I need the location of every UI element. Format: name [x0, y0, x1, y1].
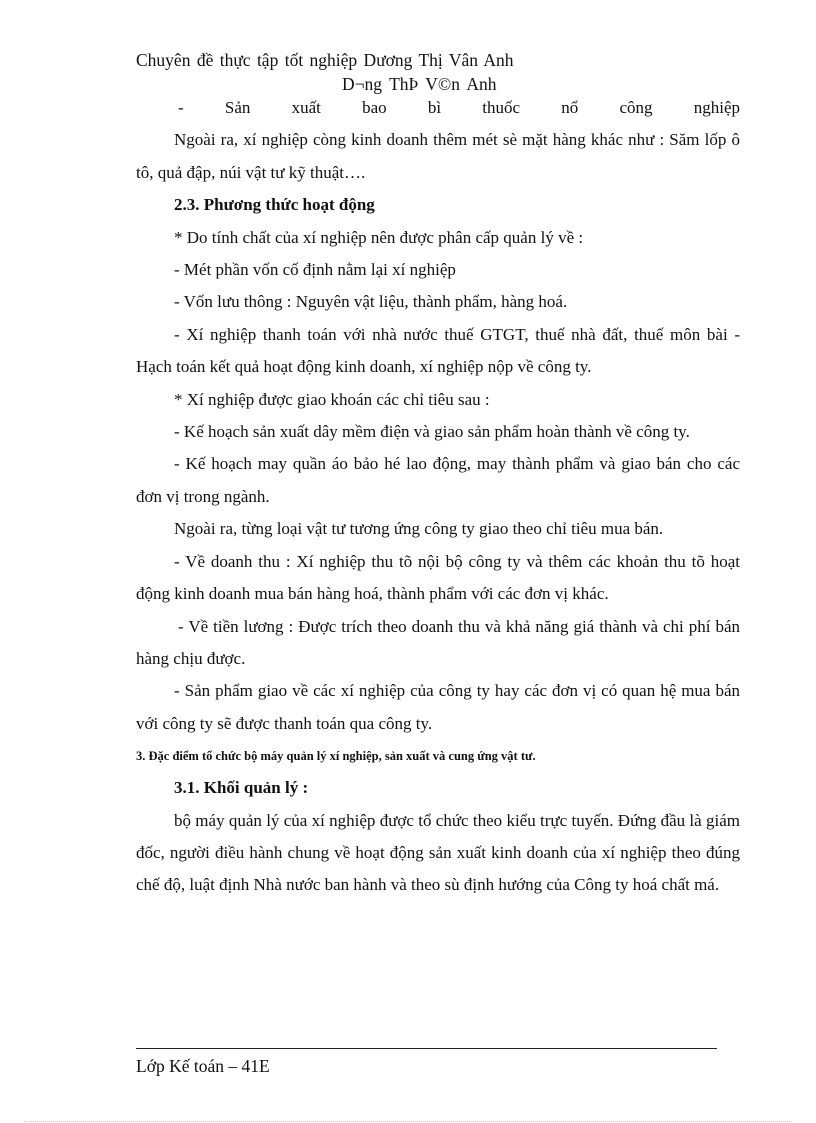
paragraph-management-intro: * Do tính chất của xí nghiệp nên được phân cấp quản lý về :: [174, 227, 584, 247]
page-bottom-edge: [24, 1121, 792, 1122]
list-item-salary: - Về tiền lương : Được trích theo doanh thu và khả năng giá thành và chi phí bán hàng chịu được.: [136, 616, 740, 668]
list-item-fixed-capital: - Mét phần vốn cố định nằm lại xí nghiệp: [174, 260, 456, 280]
footer-divider: [136, 1048, 717, 1049]
section-heading-3: 3. Đặc điểm tổ chức bộ máy quản lý xí nghiệp, sản xuất và cung ứng vật tư.: [136, 749, 536, 764]
paragraph-materials: Ngoài ra, từng loại vật tư tương ứng công ty giao theo chỉ tiêu mua bán.: [174, 519, 664, 539]
list-item-tax-payment: - Xí nghiệp thanh toán với nhà nước thuế GTGT, thuế nhà đất, thuế môn bài - Hạch toán kết quả hoạt động kinh doanh, xí nghiệp nộp về công ty.: [136, 324, 740, 377]
list-item-revenue: - Về doanh thu : Xí nghiệp thu tõ nội bộ công ty và thêm các khoản thu tõ hoạt động kinh doanh mua bán hàng hoá, thành phẩm với các đơn vị khác.: [136, 551, 740, 604]
list-item-clothing-plan: - Kế hoạch may quần áo bảo hé lao động, may thành phẩm và giao bán cho các đơn vị trong ngành.: [136, 454, 740, 506]
section-heading-2-3: 2.3. Phương thức hoạt động: [174, 195, 375, 215]
list-item-products: - Sản phẩm giao về các xí nghiệp của công ty hay các đơn vị có quan hệ mua bán với công ty sẽ được thanh toán qua công ty.: [136, 681, 740, 733]
footer-class-label: Lớp Kế toán – 41E: [136, 1056, 270, 1076]
document-body: [136, 92, 740, 902]
paragraph-other-business: Ngoài ra, xí nghiệp còng kinh doanh thêm mét sè mặt hàng khác như : Săm lốp ô tô, quả đập, núi vật tư kỹ thuật….: [136, 130, 740, 182]
section-heading-3-1: 3.1. Khối quản lý :: [174, 778, 309, 798]
running-header-garbled: D¬ng ThÞ V©n Anh: [342, 74, 497, 94]
list-item-working-capital: - Vốn lưu thông : Nguyên vật liệu, thành phẩm, hàng hoá.: [174, 292, 568, 312]
paragraph-production-item: - Sản xuất bao bì thuốc nổ công nghiệp: [178, 98, 740, 117]
paragraph-management-structure: bộ máy quản lý của xí nghiệp được tổ chức theo kiểu trực tuyến. Đứng đầu là giám đốc, người điều hành chung về hoạt động sản xuất kinh doanh của xí nghiệp theo đúng chế độ, luật định Nhà nước ban hành và theo sù định hướng của Công ty hoá chất má.: [136, 810, 740, 895]
paragraph-targets-intro: * Xí nghiệp được giao khoán các chỉ tiêu sau :: [174, 389, 490, 409]
list-item-cable-plan: - Kế hoạch sản xuất dây mềm điện và giao sản phẩm hoàn thành về công ty.: [174, 422, 690, 442]
running-header: Chuyên đề thực tập tốt nghiệp Dương Thị Vân Anh: [136, 50, 514, 70]
